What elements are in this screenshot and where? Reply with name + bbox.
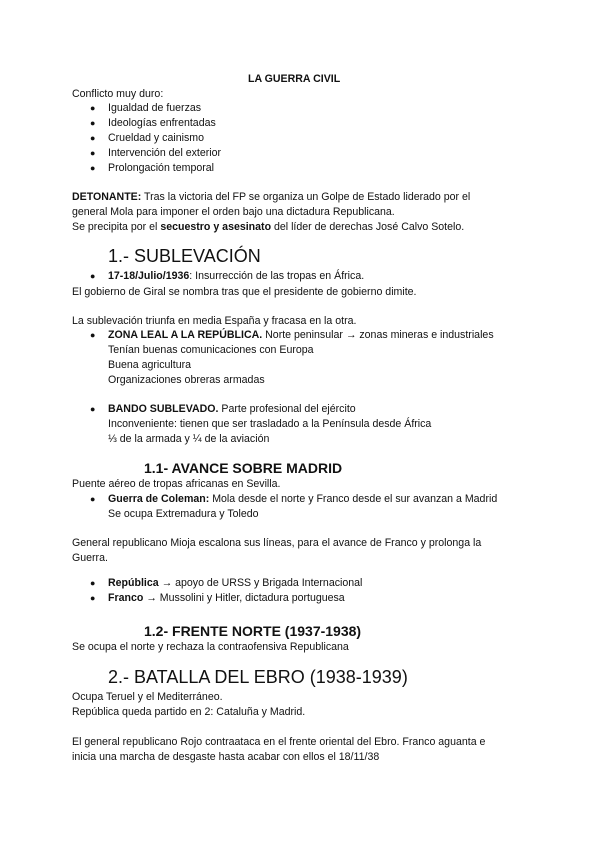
zona-leal-sub-2: Buena agricultura <box>108 359 192 371</box>
sec2-paragraph-3b: inicia una marcha de desgaste hasta acabar con ellos el 18/11/38 <box>72 751 380 763</box>
detonante-text-3b: secuestro y asesinato <box>160 221 272 233</box>
bando-sub-2: ⅓ de la armada y ¼ de la aviación <box>108 433 270 445</box>
zona-leal-label: ZONA LEAL A LA REPÚBLICA. <box>108 329 263 341</box>
detonante-text-1: Tras la victoria del FP se organiza un Golpe de Estado liderado por el <box>141 191 471 203</box>
zona-leal-sub-1: Tenían buenas comunicaciones con Europa <box>108 344 314 356</box>
section-1-2-heading: 1.2- FRENTE NORTE (1937-1938) <box>144 623 362 639</box>
sec12-paragraph-1: Se ocupa el norte y rechaza la contraofensiva Republicana <box>72 641 349 653</box>
sec1-paragraph-2: La sublevación triunfa en media España y fracasa en la otra. <box>72 315 357 327</box>
detonante-label: DETONANTE: <box>72 191 142 203</box>
bullet-icon: ● <box>90 330 96 340</box>
page-title: LA GUERRA CIVIL <box>248 73 341 85</box>
sec11-republica <box>108 576 362 590</box>
bullet-icon: ● <box>90 404 96 414</box>
section-1-1-heading: 1.1- AVANCE SOBRE MADRID <box>144 460 343 476</box>
section-1-heading: 1.- SUBLEVACIÓN <box>108 246 261 266</box>
intro-bullet-2: Ideologías enfrentadas <box>108 117 216 129</box>
republica-text: → apoyo de URSS y Brigada Internacional <box>158 577 363 589</box>
franco-text: → Mussolini y Hitler, dictadura portuguesa <box>143 592 345 604</box>
coleman-label: Guerra de Coleman: <box>108 493 210 505</box>
bando-sub-1: Inconveniente: tienen que ser trasladado a la Península desde África <box>108 418 432 430</box>
intro-lead: Conflicto muy duro: <box>72 88 164 100</box>
detonante-line-3 <box>72 220 464 234</box>
intro-bullet-3: Crueldad y cainismo <box>108 132 204 144</box>
sec11-paragraph-2b: Guerra. <box>72 552 108 564</box>
republica-label: República <box>108 577 159 589</box>
sec1-date-text: : Insurrección de las tropas en África. <box>189 270 365 282</box>
sec2-paragraph-3a: El general republicano Rojo contraataca en el frente oriental del Ebro. Franco aguanta e <box>72 736 486 748</box>
sec1-bando-sublevado <box>108 402 356 416</box>
sec2-paragraph-1: Ocupa Teruel y el Mediterráneo. <box>72 691 223 703</box>
detonante-text-3a: Se precipita por el <box>72 221 161 233</box>
bullet-icon: ● <box>90 103 96 113</box>
section-2-heading: 2.- BATALLA DEL EBRO (1938-1939) <box>108 667 408 687</box>
bullet-icon: ● <box>90 163 96 173</box>
sec11-paragraph-2a: General republicano Mioja escalona sus líneas, para el avance de Franco y prolonga la <box>72 537 482 549</box>
detonante-text-3c: del líder de derechas José Calvo Sotelo. <box>271 221 465 233</box>
intro-bullet-5: Prolongación temporal <box>108 162 214 174</box>
bullet-icon: ● <box>90 494 96 504</box>
sec1-paragraph-1: El gobierno de Giral se nombra tras que el presidente de gobierno dimite. <box>72 286 417 298</box>
coleman-text: Mola desde el norte y Franco desde el sur avanzan a Madrid <box>209 493 498 505</box>
zona-leal-text: Norte peninsular → zonas mineras e industriales <box>262 329 494 341</box>
franco-label: Franco <box>108 592 144 604</box>
bullet-icon: ● <box>90 271 96 281</box>
intro-bullet-1: Igualdad de fuerzas <box>108 102 202 114</box>
sec1-zona-leal <box>108 328 494 342</box>
sec2-paragraph-2: República queda partido en 2: Cataluña y Madrid. <box>72 706 306 718</box>
bullet-icon: ● <box>90 133 96 143</box>
bullet-icon: ● <box>90 148 96 158</box>
sec1-bullet-date <box>108 269 364 283</box>
bullet-icon: ● <box>90 118 96 128</box>
sec11-coleman <box>108 492 497 506</box>
bullet-icon: ● <box>90 578 96 588</box>
sec1-date: 17-18/Julio/1936 <box>108 270 190 282</box>
intro-bullet-4: Intervención del exterior <box>108 147 222 159</box>
bando-sublevado-text: Parte profesional del ejército <box>218 403 356 415</box>
detonante-line-2: general Mola para imponer el orden bajo una dictadura Republicana. <box>72 206 395 218</box>
detonante-line-1 <box>72 190 470 204</box>
sec11-franco <box>108 591 345 605</box>
coleman-sub: Se ocupa Extremadura y Toledo <box>108 508 259 520</box>
bando-sublevado-label: BANDO SUBLEVADO. <box>108 403 219 415</box>
sec11-paragraph-1: Puente aéreo de tropas africanas en Sevilla. <box>72 478 281 490</box>
bullet-icon: ● <box>90 593 96 603</box>
zona-leal-sub-3: Organizaciones obreras armadas <box>108 374 265 386</box>
